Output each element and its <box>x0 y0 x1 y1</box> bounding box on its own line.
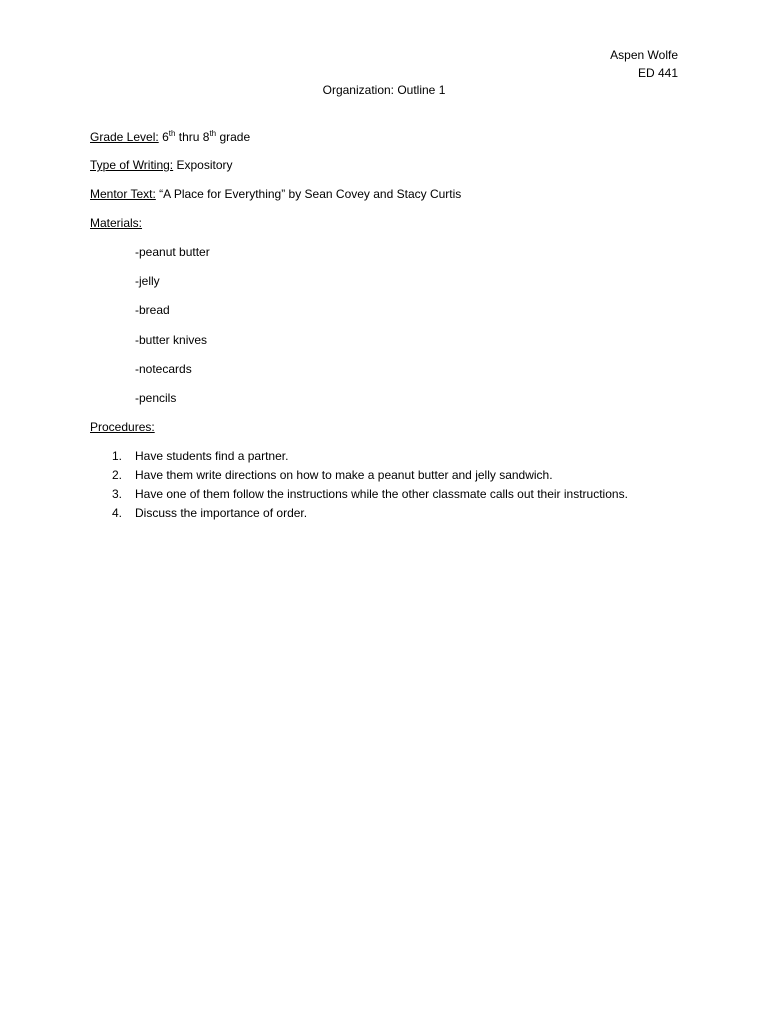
mentor-text-value: “A Place for Everything” by Sean Covey and Stacy Curtis <box>159 187 462 201</box>
list-item: -bread <box>135 303 170 318</box>
mentor-text-field <box>90 185 461 203</box>
step-number: 1. <box>112 449 123 463</box>
procedures-label: Procedures: <box>90 420 155 434</box>
grade-level-label: Grade Level: <box>90 130 159 144</box>
materials-label: Materials: <box>90 216 143 230</box>
step-number: 2. <box>112 468 123 482</box>
author-name: Aspen Wolfe <box>610 48 678 62</box>
grade-level-field <box>90 128 250 146</box>
course-code: ED 441 <box>637 66 678 80</box>
procedures-heading <box>90 418 155 436</box>
list-item: -pencils <box>135 390 177 405</box>
list-item: -peanut butter <box>135 245 210 259</box>
step-text: Have students find a partner. <box>135 449 289 463</box>
step-text: Discuss the importance of order. <box>135 506 308 520</box>
step-number: 3. <box>112 487 123 501</box>
procedures-list <box>112 447 628 523</box>
materials-heading <box>90 214 142 232</box>
grade-level-value: 6th thru 8th grade <box>162 129 251 144</box>
list-item <box>112 466 628 485</box>
step-text: Have one of them follow the instructions while the other classmate calls out their instructions. <box>135 487 628 501</box>
materials-list <box>135 243 210 418</box>
list-item: -notecards <box>135 361 192 376</box>
type-of-writing-field <box>90 156 233 174</box>
step-text: Have them write directions on how to make a peanut butter and jelly sandwich. <box>135 468 553 482</box>
list-item: -jelly <box>135 274 160 289</box>
step-number: 4. <box>112 506 123 520</box>
list-item <box>112 447 628 466</box>
list-item <box>112 504 628 523</box>
list-item <box>112 485 628 504</box>
type-of-writing-value: Expository <box>176 158 233 172</box>
mentor-text-label: Mentor Text: <box>90 187 156 201</box>
type-of-writing-label: Type of Writing: <box>90 158 174 172</box>
list-item: -butter knives <box>135 332 208 347</box>
document-title: Organization: Outline 1 <box>322 83 446 97</box>
author-header <box>610 46 678 82</box>
